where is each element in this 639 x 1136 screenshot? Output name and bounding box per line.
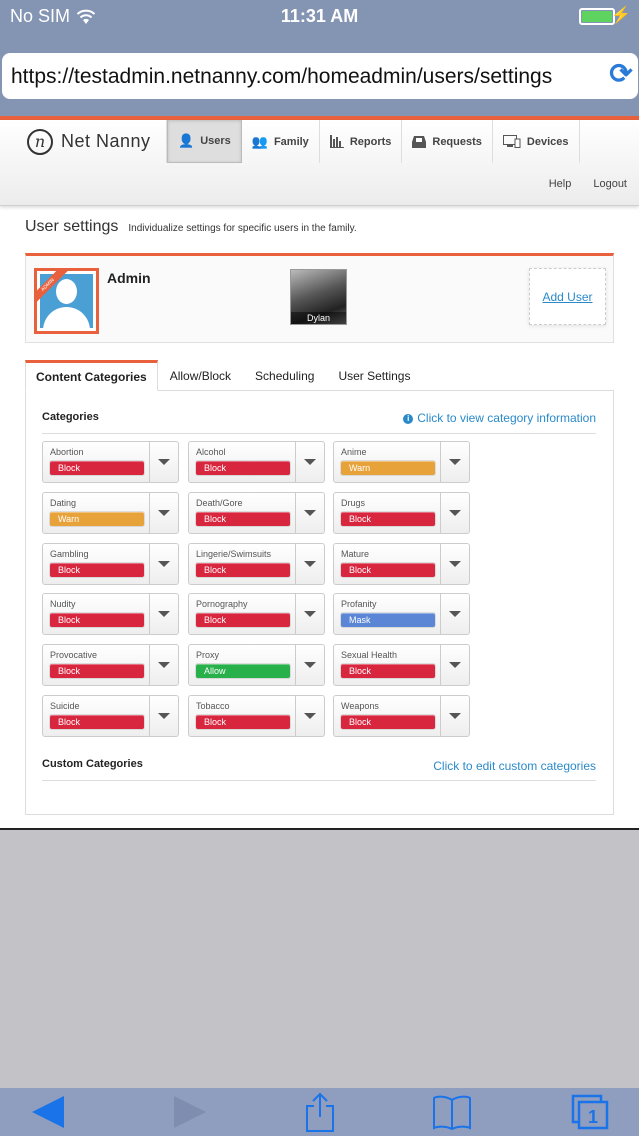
category-name: Anime (341, 447, 367, 457)
admin-ribbon: ADMIN (34, 268, 69, 306)
category-status-badge: Block (196, 613, 290, 627)
status-time: 11:31 AM (280, 6, 359, 26)
brand-name: Net Nanny (61, 131, 151, 151)
category-name: Alcohol (196, 447, 226, 457)
back-icon[interactable] (28, 1094, 68, 1130)
category-status-badge: Block (50, 613, 144, 627)
category-name: Mature (341, 549, 370, 559)
dylan-avatar[interactable] (290, 269, 347, 325)
category-dropdown-button[interactable] (440, 493, 469, 533)
category-dropdown-button[interactable] (295, 493, 324, 533)
settings-tabs (25, 360, 614, 391)
category-dropdown-button[interactable] (295, 544, 324, 584)
info-icon: i (403, 414, 413, 424)
category-dropdown-button[interactable] (440, 442, 469, 482)
category-sexual-health[interactable] (333, 644, 470, 686)
chevron-down-icon (158, 662, 170, 668)
category-dropdown-button[interactable] (149, 493, 178, 533)
category-status-badge: Block (196, 715, 290, 729)
custom-categories-link[interactable]: Click to edit custom categories (433, 759, 596, 773)
category-name: Weapons (341, 701, 379, 711)
category-name: Pornography (196, 599, 248, 609)
charging-icon: ⚡ (611, 7, 631, 24)
category-gambling[interactable] (42, 543, 179, 585)
category-name: Nudity (50, 599, 76, 609)
category-status-badge: Block (50, 715, 144, 729)
category-death-gore[interactable] (188, 492, 325, 534)
category-status-badge: Allow (196, 664, 290, 678)
nav-reports-label: Reports (349, 135, 392, 148)
tab-scheduling[interactable]: Scheduling (255, 368, 315, 383)
category-status-badge: Block (341, 664, 435, 678)
category-name: Gambling (50, 549, 89, 559)
category-dropdown-button[interactable] (440, 696, 469, 736)
bar-chart-icon (330, 135, 344, 148)
chevron-down-icon (449, 611, 461, 617)
category-status-badge: Block (196, 563, 290, 577)
category-pornography[interactable] (188, 593, 325, 635)
category-anime[interactable] (333, 441, 470, 483)
chevron-down-icon (304, 561, 316, 567)
chevron-down-icon (449, 662, 461, 668)
nav-family-label: Family (273, 135, 309, 148)
title-row (25, 218, 357, 236)
category-status-badge: Warn (341, 461, 435, 475)
share-icon[interactable] (300, 1094, 340, 1130)
category-status-badge: Block (196, 512, 290, 526)
category-dropdown-button[interactable] (149, 594, 178, 634)
chevron-down-icon (449, 510, 461, 516)
admin-avatar[interactable] (34, 268, 99, 334)
category-weapons[interactable] (333, 695, 470, 737)
nav-reports[interactable] (320, 120, 403, 163)
logout-link[interactable]: Logout (593, 178, 627, 190)
page-subtitle: Individualize settings for specific users in the family. (128, 223, 357, 234)
page-title: User settings (25, 218, 119, 235)
browser-bar (0, 34, 639, 116)
chevron-down-icon (449, 459, 461, 465)
main-nav (167, 120, 580, 163)
category-lingerie-swimsuits[interactable] (188, 543, 325, 585)
category-status-badge: Block (341, 512, 435, 526)
carrier-label: No SIM (10, 6, 71, 26)
category-abortion[interactable] (42, 441, 179, 483)
category-profanity[interactable] (333, 593, 470, 635)
devices-icon (503, 135, 521, 148)
tab-user-settings[interactable]: User Settings (338, 368, 411, 383)
nav-users[interactable] (167, 120, 242, 163)
user-selector (25, 253, 614, 343)
nav-family[interactable] (242, 120, 320, 163)
tab-allow-block[interactable]: Allow/Block (169, 368, 232, 383)
category-status-badge: Mask (341, 613, 435, 627)
category-dropdown-button[interactable] (149, 645, 178, 685)
inbox-icon (412, 136, 426, 148)
reload-icon[interactable]: ⟳ (609, 58, 633, 89)
chevron-down-icon (304, 713, 316, 719)
site-header (0, 120, 639, 206)
tab-content-categories[interactable]: Content Categories (25, 360, 158, 391)
category-drugs[interactable] (333, 492, 470, 534)
web-page (0, 116, 639, 830)
category-name: Sexual Health (341, 650, 398, 660)
nav-requests[interactable] (402, 120, 493, 163)
help-link[interactable]: Help (548, 178, 572, 190)
category-dropdown-button[interactable] (295, 696, 324, 736)
category-dropdown-button[interactable] (440, 594, 469, 634)
status-bar (0, 0, 639, 34)
tabs-count: 1 (587, 1107, 599, 1127)
category-dating[interactable] (42, 492, 179, 534)
chevron-down-icon (158, 611, 170, 617)
category-dropdown-button[interactable] (149, 442, 178, 482)
chevron-down-icon (304, 510, 316, 516)
admin-name: Admin (107, 270, 151, 286)
chevron-down-icon (158, 561, 170, 567)
category-info-link-label: Click to view category information (417, 411, 596, 425)
category-status-badge: Block (50, 664, 144, 678)
category-dropdown-button[interactable] (295, 442, 324, 482)
category-status-badge: Block (196, 461, 290, 475)
nav-devices-label: Devices (526, 135, 569, 148)
category-dropdown-button[interactable] (149, 544, 178, 584)
family-icon: 👥 (251, 133, 268, 149)
categories-heading: Categories (42, 411, 99, 423)
category-status-badge: Block (341, 563, 435, 577)
category-info-link[interactable] (403, 411, 596, 425)
category-status-badge: Block (341, 715, 435, 729)
category-status-badge: Warn (50, 512, 144, 526)
header-links (549, 178, 627, 190)
url-field[interactable]: https://testadmin.netnanny.com/homeadmin/users/settings (2, 53, 638, 99)
category-name: Abortion (50, 447, 84, 457)
chevron-down-icon (304, 662, 316, 668)
category-name: Drugs (341, 498, 366, 508)
category-status-badge: Block (50, 563, 144, 577)
nav-users-label: Users (200, 135, 231, 147)
chevron-down-icon (158, 459, 170, 465)
category-alcohol[interactable] (188, 441, 325, 483)
chevron-down-icon (158, 510, 170, 516)
category-dropdown-button[interactable] (440, 544, 469, 584)
category-name: Profanity (341, 599, 377, 609)
category-suicide[interactable] (42, 695, 179, 737)
net-nanny-logo-icon: n (27, 129, 53, 155)
category-name: Lingerie/Swimsuits (196, 549, 272, 559)
brand-logo[interactable] (15, 120, 167, 163)
user-icon: 👤 (178, 133, 195, 148)
category-name: Tobacco (196, 701, 230, 711)
category-provocative[interactable] (42, 644, 179, 686)
category-tobacco[interactable] (188, 695, 325, 737)
category-dropdown-button[interactable] (295, 594, 324, 634)
battery-level (582, 11, 612, 22)
chevron-down-icon (158, 713, 170, 719)
category-proxy[interactable] (188, 644, 325, 686)
content-categories-panel (25, 391, 614, 815)
category-mature[interactable] (333, 543, 470, 585)
category-nudity[interactable] (42, 593, 179, 635)
category-name: Death/Gore (196, 498, 243, 508)
add-user-button[interactable]: Add User (529, 268, 606, 325)
category-dropdown-button[interactable] (149, 696, 178, 736)
category-name: Provocative (50, 650, 98, 660)
bookmarks-icon[interactable] (432, 1094, 472, 1130)
category-name: Dating (50, 498, 77, 508)
nav-devices[interactable] (493, 120, 580, 163)
battery-icon (579, 8, 615, 25)
forward-icon[interactable] (170, 1094, 210, 1130)
nav-requests-label: Requests (432, 135, 482, 148)
section-divider (42, 780, 596, 781)
chevron-down-icon (304, 611, 316, 617)
dylan-label: Dylan (291, 312, 346, 324)
browser-toolbar (0, 1088, 639, 1136)
chevron-down-icon (449, 713, 461, 719)
category-dropdown-button[interactable] (295, 645, 324, 685)
tabs-icon[interactable] (570, 1094, 610, 1130)
chevron-down-icon (449, 561, 461, 567)
section-divider (42, 433, 596, 434)
chevron-down-icon (304, 459, 316, 465)
custom-categories-heading: Custom Categories (42, 758, 143, 770)
category-name: Proxy (196, 650, 220, 660)
category-dropdown-button[interactable] (440, 645, 469, 685)
category-status-badge: Block (50, 461, 144, 475)
category-name: Suicide (50, 701, 80, 711)
